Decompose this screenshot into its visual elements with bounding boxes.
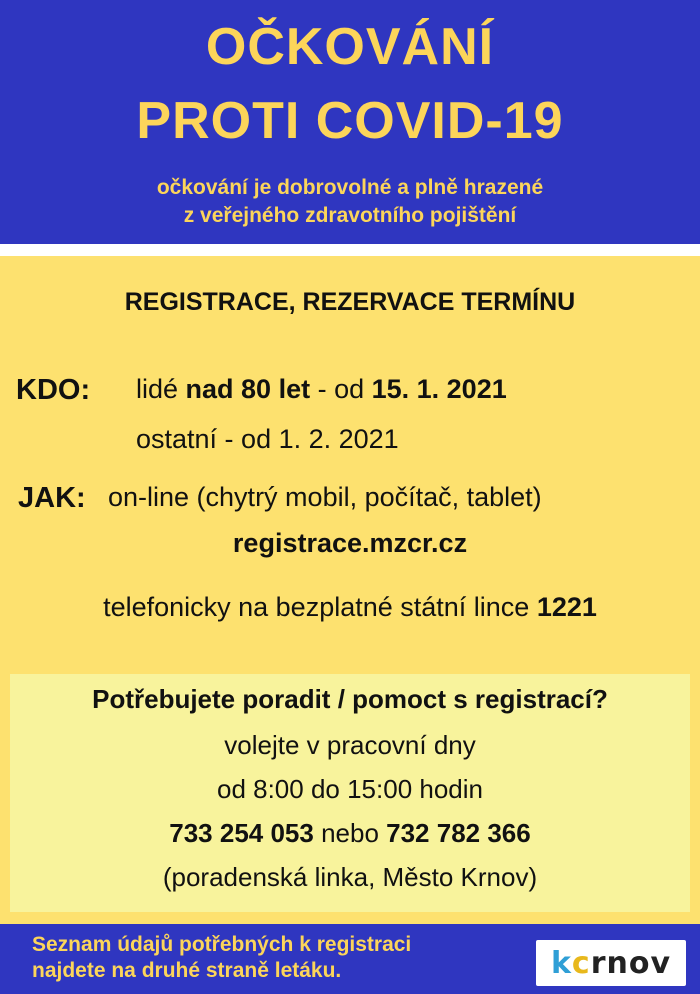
help-note: (poradenská linka, Město Krnov) bbox=[162, 862, 538, 892]
jak-label: JAK: bbox=[18, 482, 86, 514]
footer-line-1: Seznam údajů potřebných k registraci bbox=[32, 933, 412, 956]
krnov-logo-text bbox=[551, 946, 671, 981]
title-line-2: PROTI COVID-19 bbox=[136, 92, 564, 150]
help-phones bbox=[10, 818, 690, 849]
subtitle-line-2: z veřejného zdravotního pojištění bbox=[183, 204, 517, 227]
subtitle bbox=[0, 174, 700, 230]
logo-letter-c: c bbox=[571, 945, 591, 981]
header-banner bbox=[0, 0, 700, 244]
krnov-logo bbox=[536, 940, 686, 986]
help-question: Potřebujete poradit / pomoct s registrací? bbox=[92, 684, 608, 714]
help-phone-separator: nebo bbox=[313, 818, 387, 848]
registration-url[interactable] bbox=[0, 528, 700, 559]
footer-line-2: najdete na druhé straně letáku. bbox=[32, 959, 342, 982]
kdo-line-1-mid: - od bbox=[310, 374, 372, 404]
logo-letter-k: k bbox=[550, 945, 572, 981]
kdo-age: nad 80 let bbox=[185, 374, 311, 404]
help-line-1: volejte v pracovní dny bbox=[224, 730, 476, 760]
kdo-line-1 bbox=[136, 374, 507, 405]
help-line-2: od 8:00 do 15:00 hodin bbox=[216, 774, 484, 804]
kdo-line-2: ostatní - od 1. 2. 2021 bbox=[136, 424, 399, 454]
main-panel bbox=[0, 256, 700, 924]
kdo-label: KDO: bbox=[16, 374, 91, 406]
phone-line-prefix: telefonicky na bezplatné státní lince bbox=[103, 592, 537, 622]
phone-line bbox=[0, 592, 700, 623]
state-hotline-number[interactable]: 1221 bbox=[536, 592, 597, 622]
footer-text bbox=[32, 932, 411, 984]
kdo-start-date: 15. 1. 2021 bbox=[371, 374, 507, 404]
subtitle-line-1: očkování je dobrovolné a plně hrazené bbox=[156, 176, 544, 199]
jak-online: on-line (chytrý mobil, počítač, tablet) bbox=[108, 482, 542, 512]
title-line-1: OČKOVÁNÍ bbox=[205, 18, 495, 76]
footer-banner bbox=[0, 924, 700, 994]
registration-url-text[interactable]: registrace.mzcr.cz bbox=[232, 528, 468, 558]
help-phone-1[interactable]: 733 254 053 bbox=[169, 818, 314, 848]
logo-letters-rest: rnov bbox=[590, 945, 672, 981]
help-box bbox=[10, 674, 690, 912]
kdo-line-1-prefix: lidé bbox=[136, 374, 186, 404]
registration-heading: REGISTRACE, REZERVACE TERMÍNU bbox=[124, 288, 576, 316]
help-phone-2[interactable]: 732 782 366 bbox=[386, 818, 531, 848]
